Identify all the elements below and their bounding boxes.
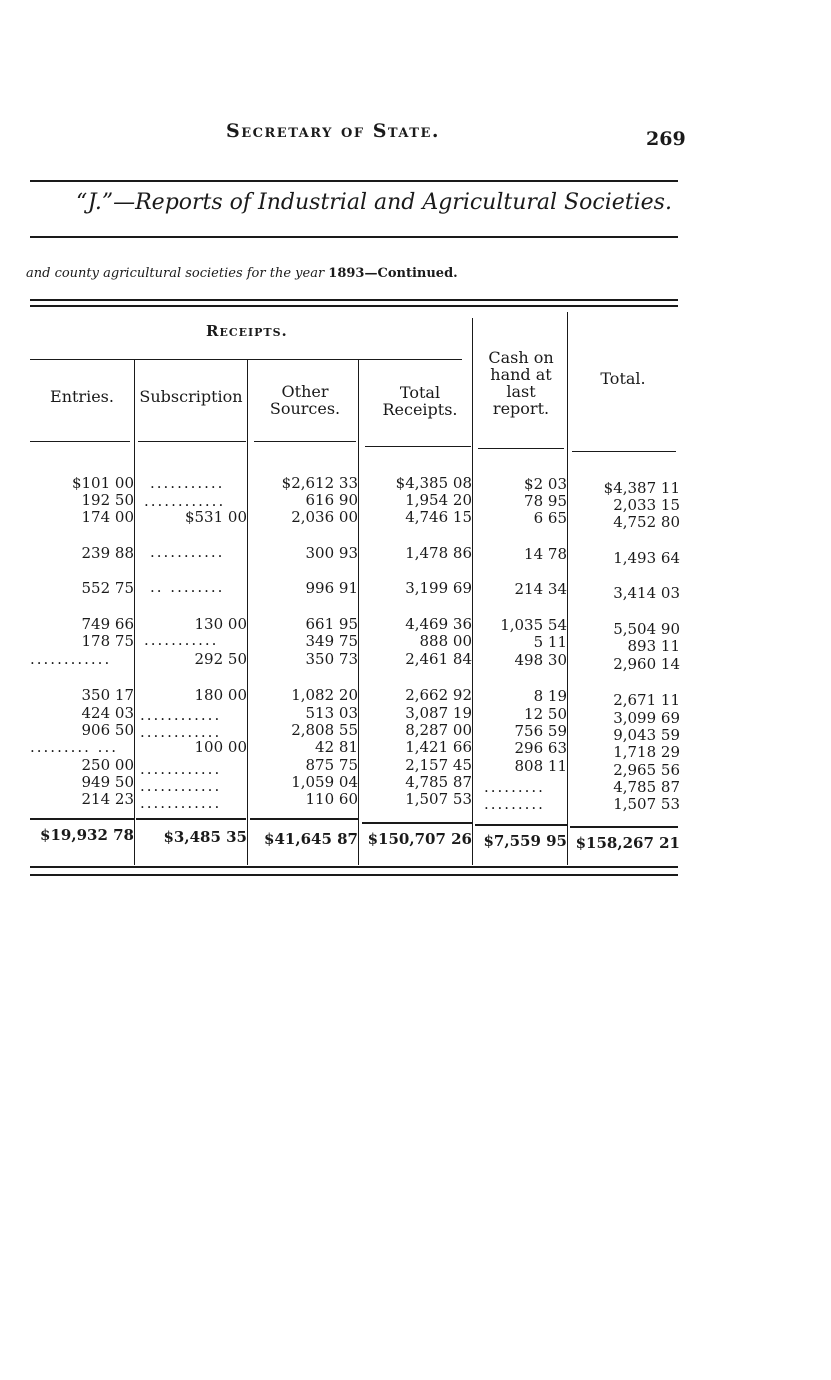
cell-total-receipts: 2,662 92 [405,686,472,704]
table-top-rule [30,299,678,301]
running-head: Secretary of State. [226,120,440,142]
cell-total-receipts: 3,199 69 [405,579,472,597]
page-number: 269 [646,128,686,150]
cell-other-sources: 616 90 [305,491,358,509]
subtitle-suffix: —Continued. [364,266,458,281]
dot-leader: ......... [484,795,545,813]
receipts-header: Receipts. [206,322,288,340]
column-divider [567,312,568,865]
cell-total-receipts: 4,746 15 [405,508,472,526]
dot-leader: ............ [140,723,222,741]
table-subtitle [26,266,458,281]
cell-total: 4,785 87 [613,778,680,796]
cell-entries: 906 50 [81,721,134,739]
cell-entries: 214 23 [81,790,134,808]
cell-cash-on-hand: 6 65 [533,509,567,527]
cell-total-receipts: 888 00 [419,632,472,650]
totals-rule [475,824,567,826]
cell-entries: 192 50 [81,491,134,509]
cell-cash-on-hand: $2 03 [524,475,567,493]
cell-other-sources: 349 75 [305,632,358,650]
header-rule-total [572,451,676,452]
cell-subscription: 130 00 [194,615,247,633]
dot-leader: ........... [144,631,219,649]
col-header-subscription: Subscription [139,387,243,406]
subtitle-year: 1893 [328,266,365,281]
col-header-total: Total. [600,369,646,388]
cell-total: 2,033 15 [613,496,680,514]
cell-entries: 552 75 [81,579,134,597]
totals-rule [250,818,358,820]
cell-other-sources: 2,036 00 [291,508,358,526]
cell-other-sources: 661 95 [305,615,358,633]
cell-total-receipts: $4,385 08 [395,474,472,492]
header-rule-subscription [138,441,246,442]
cell-total: 2,965 56 [613,761,680,779]
header-rule-cash [478,448,564,449]
dot-leader: ............ [30,650,112,668]
cell-entries: 250 00 [81,756,134,774]
table-bottom-rule [30,866,678,868]
cell-cash-on-hand: 14 78 [524,545,567,563]
column-divider [358,360,359,865]
cell-cash-on-hand: 214 34 [514,580,567,598]
cell-subscription: 180 00 [194,686,247,704]
cell-total-receipts: 1,954 20 [405,491,472,509]
cell-cash-on-hand: 296 63 [514,739,567,757]
table-top-rule-2 [30,305,678,307]
cell-cash-on-hand: 12 50 [524,705,567,723]
col-header-total-receipts: Total Receipts. [382,383,458,419]
total-subscription: $3,485 35 [163,828,247,846]
cell-total-receipts: 3,087 19 [405,704,472,722]
cell-entries: 174 00 [81,508,134,526]
cell-total-receipts: 8,287 00 [405,721,472,739]
cell-entries: 178 75 [81,632,134,650]
section-title: “J.”—Reports of Industrial and Agricultural Societies. [76,190,672,215]
cell-total: $4,387 11 [603,479,680,497]
total-total-receipts: $150,707 26 [367,830,472,848]
header-rule-total-receipts [365,446,471,447]
cell-total-receipts: 4,469 36 [405,615,472,633]
column-divider [247,360,248,865]
cell-total: 2,671 11 [613,691,680,709]
cell-total: 9,043 59 [613,726,680,744]
col-header-cash-on-hand: Cash on hand at last report. [488,348,554,418]
header-rule-entries [30,441,130,442]
cell-other-sources: 2,808 55 [291,721,358,739]
dot-leader: ......... [484,778,545,796]
col-header-other-sources: Other Sources. [269,382,341,418]
cell-entries: 350 17 [81,686,134,704]
cell-other-sources: 513 03 [305,704,358,722]
dot-leader: ............ [140,794,222,812]
col-header-entries: Entries. [50,387,114,406]
cell-total-receipts: 2,157 45 [405,756,472,774]
cell-cash-on-hand: 8 19 [533,687,567,705]
cell-other-sources: 875 75 [305,756,358,774]
totals-rule [30,818,134,820]
cell-entries: 949 50 [81,773,134,791]
cell-cash-on-hand: 1,035 54 [500,616,567,634]
cell-subscription: $531 00 [184,508,247,526]
cell-other-sources: $2,612 33 [281,474,358,492]
dot-leader: ............ [140,706,222,724]
dot-leader: ............ [144,492,226,510]
cell-total: 5,504 90 [613,620,680,638]
cell-total: 3,099 69 [613,709,680,727]
cell-other-sources: 110 60 [305,790,358,808]
cell-cash-on-hand: 78 95 [524,492,567,510]
header-rule-other [254,441,356,442]
cell-entries: $101 00 [71,474,134,492]
total-cash-on-hand: $7,559 95 [483,832,567,850]
cell-total-receipts: 2,461 84 [405,650,472,668]
cell-cash-on-hand: 808 11 [514,757,567,775]
cell-other-sources: 42 81 [315,738,358,756]
cell-subscription: 292 50 [194,650,247,668]
cell-other-sources: 350 73 [305,650,358,668]
cell-total-receipts: 1,478 86 [405,544,472,562]
cell-total: 1,507 53 [613,795,680,813]
cell-other-sources: 1,059 04 [291,773,358,791]
column-divider [134,360,135,865]
cell-total: 4,752 80 [613,513,680,531]
cell-other-sources: 300 93 [305,544,358,562]
cell-subscription: 100 00 [194,738,247,756]
cell-total: 2,960 14 [613,655,680,673]
dot-leader: .. ........ [150,578,225,596]
totals-rule [136,818,246,820]
top-rule [30,180,678,182]
cell-total: 1,493 64 [613,549,680,567]
totals-rule [362,822,472,824]
total-other-sources: $41,645 87 [264,830,358,848]
cell-total: 893 11 [627,637,680,655]
cell-total-receipts: 4,785 87 [405,773,472,791]
receipts-rule [30,359,462,360]
dot-leader: ........... [150,474,225,492]
cell-entries: 239 88 [81,544,134,562]
dot-leader: ......... ... [30,738,118,756]
dot-leader: ............ [140,760,222,778]
dot-leader: ........... [150,543,225,561]
subtitle-text: and county agricultural societies for the year [26,266,325,281]
cell-cash-on-hand: 5 11 [533,633,567,651]
cell-total: 3,414 03 [613,584,680,602]
column-divider [472,318,473,865]
cell-other-sources: 1,082 20 [291,686,358,704]
table-bottom-rule-2 [30,874,678,876]
title-rule [30,236,678,238]
total-entries: $19,932 78 [40,826,134,844]
cell-entries: 749 66 [81,615,134,633]
cell-entries: 424 03 [81,704,134,722]
cell-total-receipts: 1,507 53 [405,790,472,808]
dot-leader: ............ [140,777,222,795]
totals-rule [570,826,678,828]
cell-total: 1,718 29 [613,743,680,761]
total-total: $158,267 21 [575,834,680,852]
cell-cash-on-hand: 498 30 [514,651,567,669]
cell-other-sources: 996 91 [305,579,358,597]
cell-total-receipts: 1,421 66 [405,738,472,756]
cell-cash-on-hand: 756 59 [514,722,567,740]
